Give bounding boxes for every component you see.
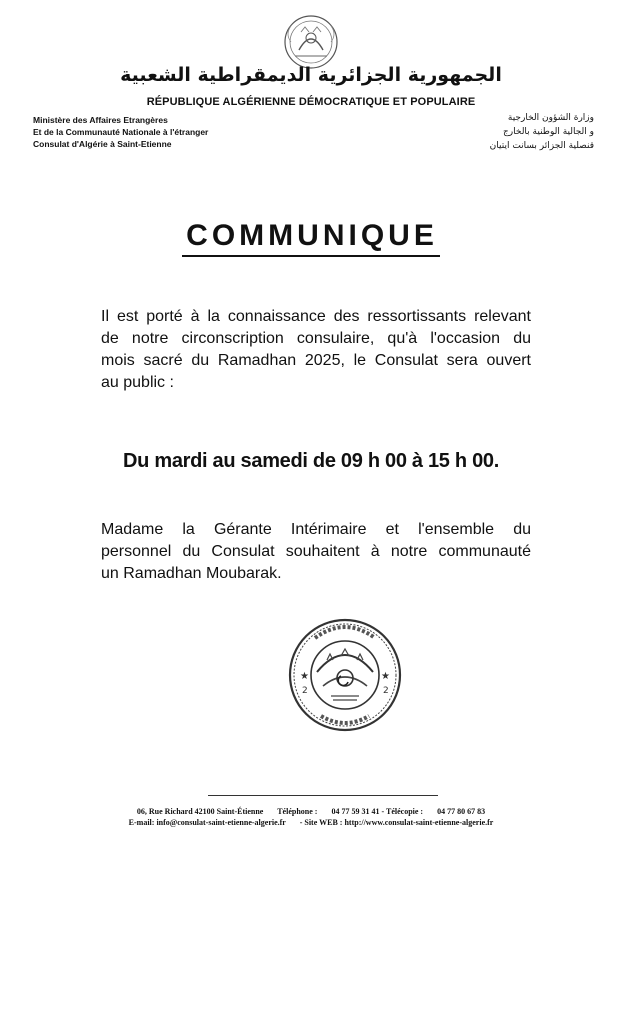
footer-email-label: E-mail: — [128, 818, 155, 827]
footer-email-link[interactable]: info@consulat-saint-etienne-algerie.fr — [156, 818, 286, 827]
communique-heading — [0, 218, 622, 257]
arabic-republic-title: الجمهورية الجزائرية الديمقراطية الشعبية — [120, 64, 502, 86]
svg-text:2: 2 — [302, 686, 308, 696]
paragraph-line: mois sacré du Ramadhan 2025, le Consulat sera ouvert — [101, 352, 531, 369]
consulate-stamp-icon — [283, 616, 407, 734]
ministry-ar-line: قنصلية الجزائر بسانت ايتيان — [489, 141, 594, 151]
footer-divider — [208, 795, 438, 796]
algeria-emblem-icon — [277, 12, 345, 72]
footer-fax-label: Télécopie : — [385, 807, 424, 816]
footer-address: 06, Rue Richard 42100 Saint-Étienne — [136, 807, 264, 816]
footer-site-link[interactable]: http://www.consulat-saint-etienne-algerie.fr — [344, 818, 494, 827]
paragraph-line: au public : — [101, 374, 174, 391]
footer-fax: 04 77 80 67 83 — [437, 807, 486, 816]
french-republic-title: RÉPUBLIQUE ALGÉRIENNE DÉMOCRATIQUE ET POPULAIRE — [146, 96, 476, 108]
ministry-fr-line: Ministère des Affaires Etrangères — [33, 115, 168, 125]
announcement-paragraph — [101, 306, 531, 394]
svg-text:★: ★ — [300, 671, 309, 682]
ministry-fr-line: Et de la Communauté Nationale à l'étranger — [33, 127, 209, 137]
communique-title: COMMUNIQUE — [182, 218, 440, 257]
paragraph-line: Madame la Gérante Intérimaire et l'ensemble du — [101, 521, 531, 538]
ministry-ar-line: وزارة الشؤون الخارجية — [507, 113, 594, 123]
ministry-french-block — [33, 114, 208, 150]
paragraph-line: un Ramadhan Moubarak. — [101, 565, 282, 582]
ministry-fr-line: Consulat d'Algérie à Saint-Etienne — [33, 139, 172, 149]
svg-text:★: ★ — [381, 671, 390, 682]
ministry-ar-line: و الجالية الوطنية بالخارج — [502, 127, 594, 137]
opening-hours: Du mardi au samedi de 09 h 00 à 15 h 00. — [123, 450, 499, 472]
paragraph-line: personnel du Consulat souhaitent à notre communauté — [101, 543, 531, 560]
svg-text:2: 2 — [383, 686, 389, 696]
paragraph-line: Il est porté à la connaissance des ressortissants relevant — [101, 308, 531, 325]
footer-contact-line: 06, Rue Richard 42100 Saint-Étienne Téléphone : 04 77 59 31 41 - Télécopie : 04 77 80 67 83 — [136, 807, 486, 816]
ministry-arabic-block — [490, 111, 594, 153]
footer-site-label: - Site WEB : — [299, 818, 343, 827]
paragraph-line: de notre circonscription consulaire, qu'à l'occasion du — [101, 330, 531, 347]
greeting-paragraph — [101, 519, 531, 585]
footer-web-line — [0, 818, 622, 827]
footer-phone: 04 77 59 31 41 — [331, 807, 380, 816]
footer-phone-label: Téléphone : — [277, 807, 318, 816]
